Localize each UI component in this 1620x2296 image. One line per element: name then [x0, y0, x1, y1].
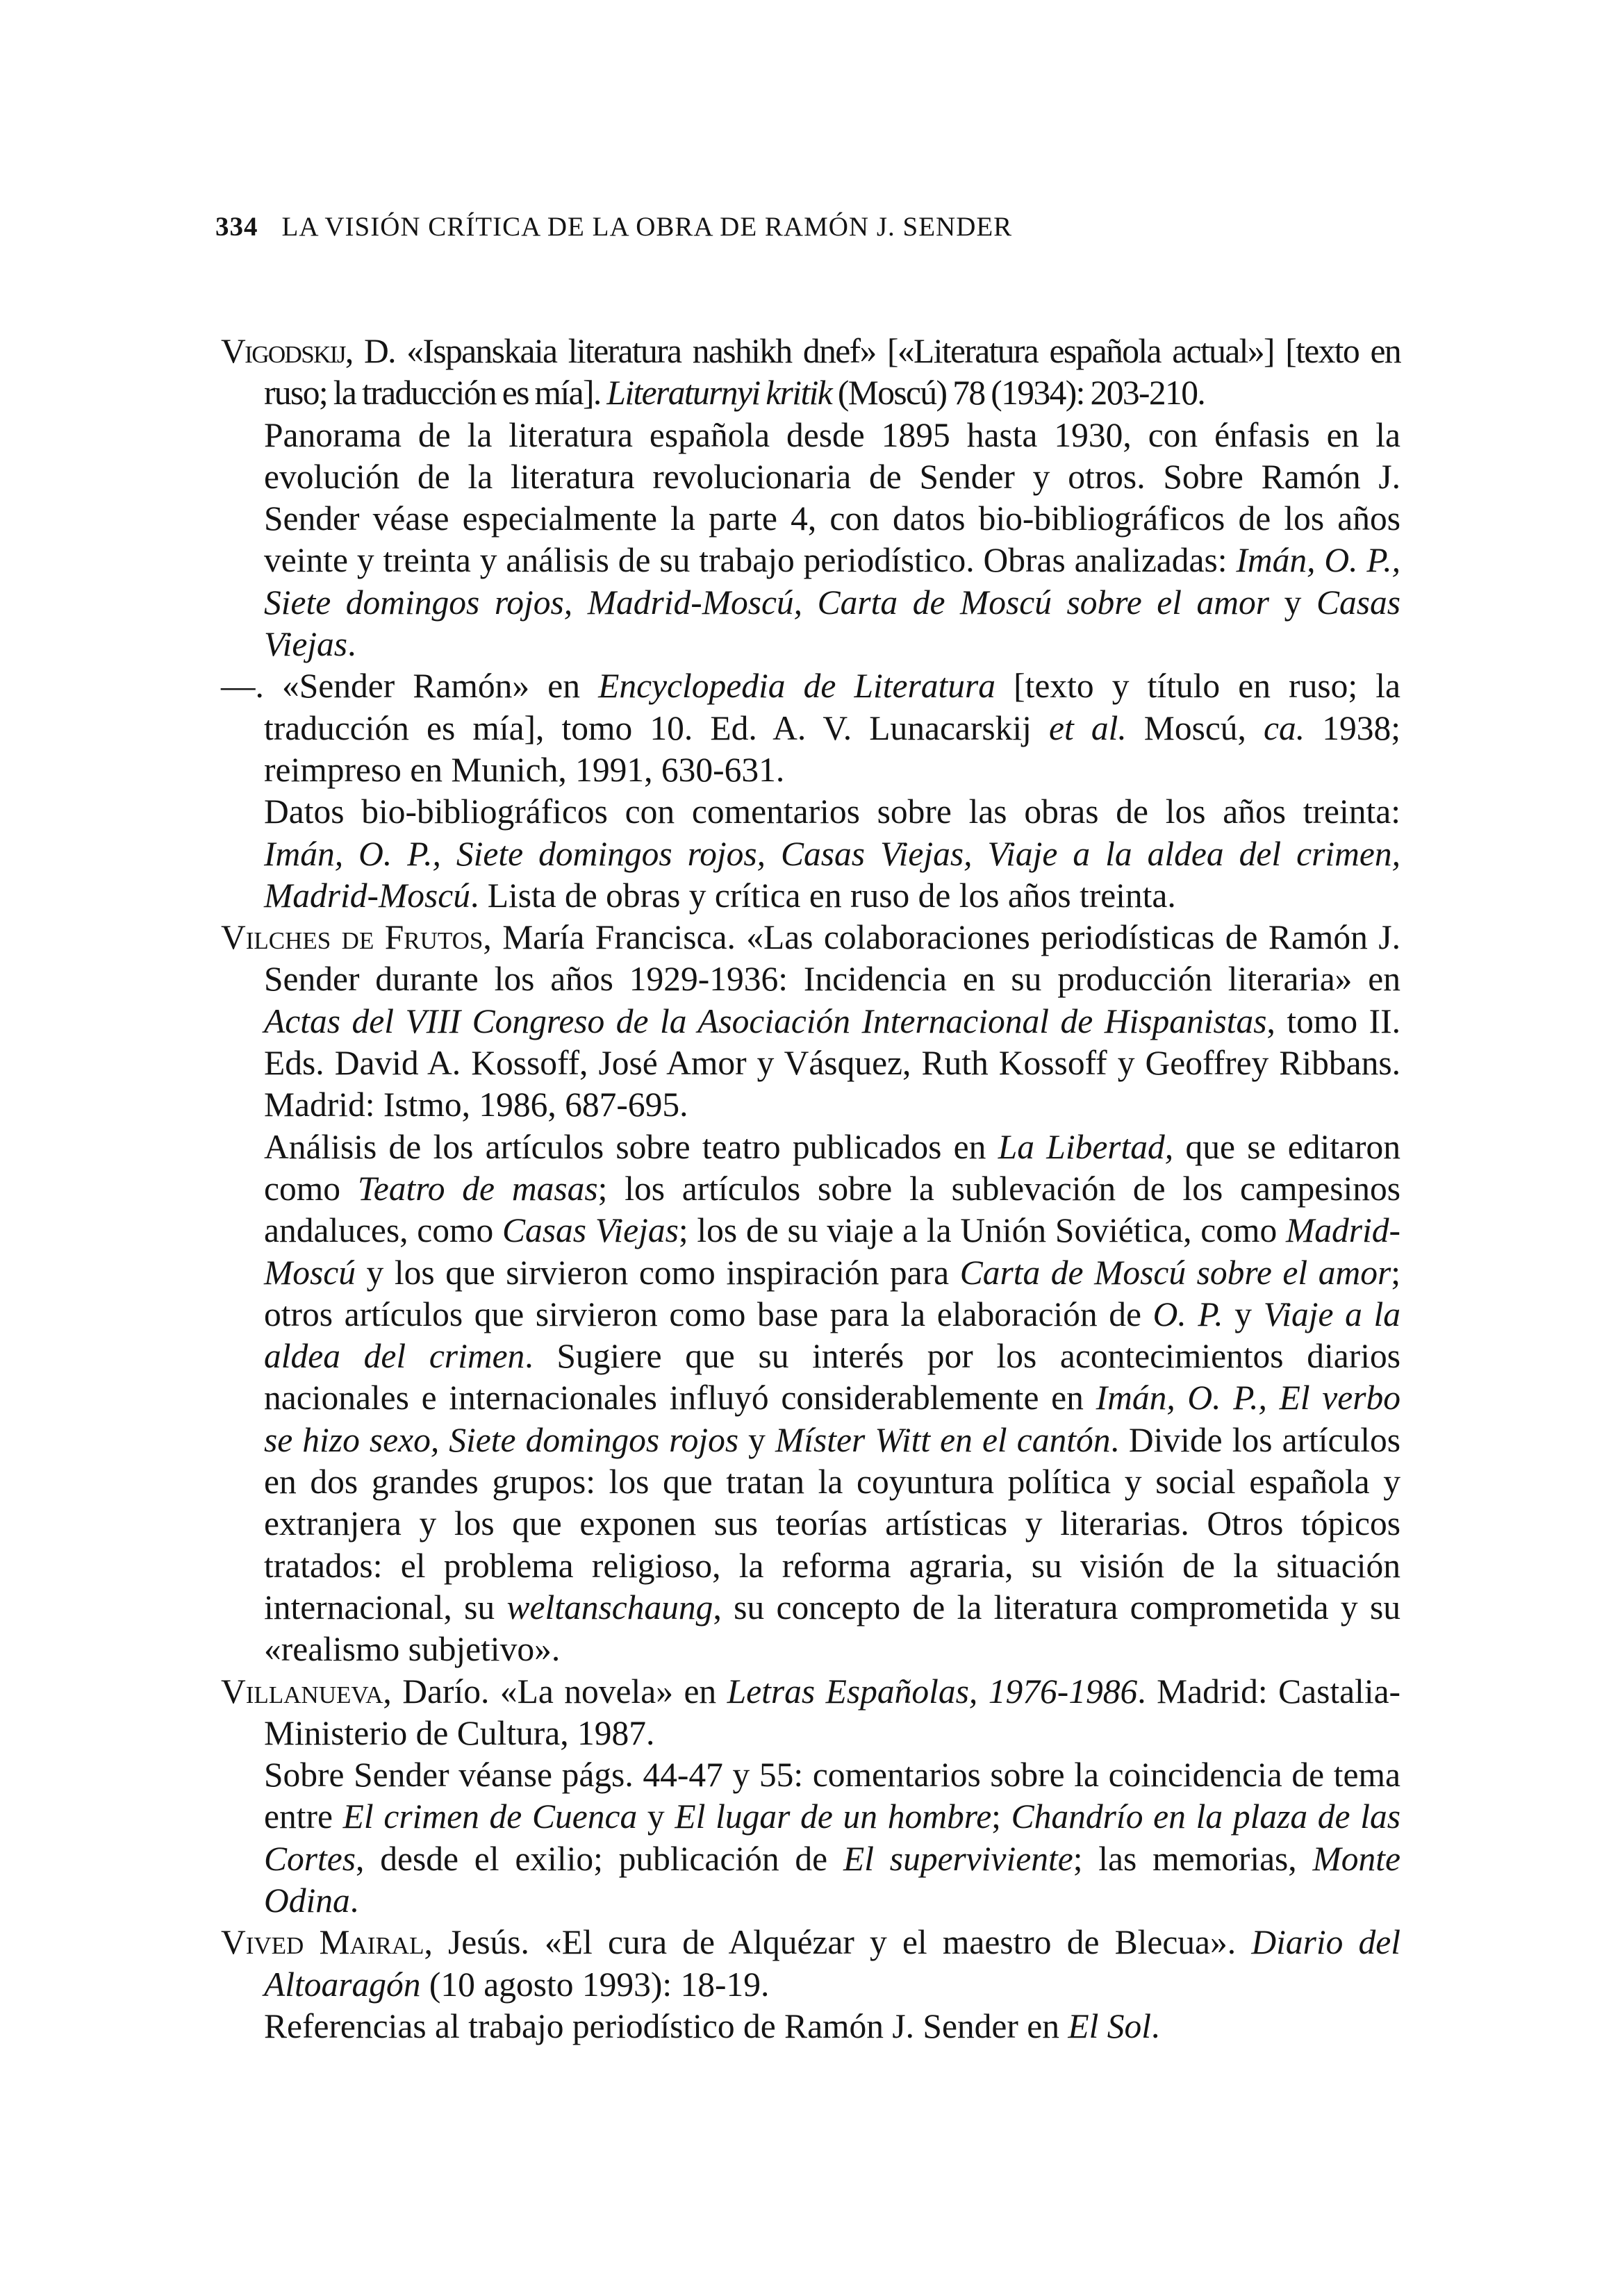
- entry-annotation: Referencias al trabajo periodístico de Ramón J. Sender en El Sol.: [264, 2006, 1160, 2045]
- same-author-dash: —: [221, 667, 256, 706]
- journal-title: Literaturnyi kritik: [606, 374, 832, 413]
- bibliography-entry: [221, 917, 1400, 1670]
- work-title: Casas Viejas: [264, 583, 1401, 664]
- running-title: LA VISIÓN CRÍTICA DE LA OBRA DE RAMÓN J. SENDER: [281, 212, 1013, 242]
- author-name: Vived Mairal: [221, 1923, 424, 1962]
- work-title: Actas del VIII Congreso de la Asociación Internacional de Hispanistas: [264, 1001, 1267, 1040]
- work-title: Letras Españolas, 1976-1986: [727, 1672, 1138, 1711]
- entry-annotation: Sobre Sender véanse págs. 44-47 y 55: comentarios sobre la coincidencia de tema entre El crimen de Cuenca y El lugar de un hombre; Chandrío en la plaza de las Cortes, desde el exilio; publicación de El superviviente; las memorias, Monte Odina.: [264, 1756, 1401, 1920]
- bibliography-entry: [221, 1671, 1400, 1922]
- author-name: Vilches de Frutos: [221, 918, 483, 957]
- bibliography-entry: [221, 665, 1400, 917]
- work-title: Encyclopedia de Literatura: [598, 667, 995, 706]
- bibliography-entry: [221, 331, 1400, 665]
- page-number: 334: [215, 212, 258, 242]
- author-name: Villanueva: [221, 1672, 383, 1711]
- entry-citation: Vived Mairal, Jesús. «El cura de Alquézar y el maestro de Blecua». Diario del Altoaragón (10 agosto 1993): 18-19.: [221, 1923, 1400, 2004]
- entry-annotation: Análisis de los artículos sobre teatro publicados en La Libertad, que se editaron como Teatro de masas; los artículos sobre la sublevación de los campesinos andaluces, como Casas Viejas; los de su viaje a la Unión Soviética, como Madrid-Moscú y los que sirvieron como inspiración para Carta de Moscú sobre el amor; otros artículos que sirvieron como base para la elaboración de O. P. y Viaje a la aldea del crimen. Sugiere que su interés por los acontecimientos diarios nacionales e internacionales influyó considerablemente en Imán, O. P., El verbo se hizo sexo, Siete domingos rojos y Míster Witt en el cantón. Divide los artículos en dos grandes grupos: los que tratan la coyuntura política y social española y extranjera y los que exponen sus teorías artísticas y literarias. Otros tópicos tratados: el problema religioso, la reforma agraria, su visión de la situación internacional, su weltanschaung, su concepto de la literatura comprometida y su «realismo subjetivo».: [264, 1127, 1401, 1669]
- bibliography-entry: [221, 1922, 1400, 2047]
- entry-citation: Villanueva, Darío. «La novela» en Letras Españolas, 1976-1986. Madrid: Castalia-Ministerio de Cultura, 1987.: [221, 1672, 1401, 1752]
- entry-citation: Vilches de Frutos, María Francisca. «Las colaboraciones periodísticas de Ramón J. Sender durante los años 1929-1936: Incidencia en su producción literaria» en Actas del VIII Congreso de la Asociación Internacional de Hispanistas, tomo II. Eds. David A. Kossoff, José Amor y Vásquez, Ruth Kossoff y Geoffrey Ribbans. Madrid: Istmo, 1986, 687-695.: [221, 918, 1400, 1124]
- entry-annotation: Panorama de la literatura española desde 1895 hasta 1930, con énfasis en la evolución de la literatura revolucionaria de Sender y otros. Sobre Ramón J. Sender véase especialmente la parte 4, con datos bio-bibliográficos de los años veinte y treinta y análisis de su trabajo periodístico. Obras analizadas: Imán, O. P., Siete domingos rojos, Madrid-Moscú, Carta de Moscú sobre el amor y Casas Viejas.: [264, 415, 1401, 664]
- work-title: Imán, O. P., Siete domingos rojos, Madrid-Moscú, Carta de Moscú sobre el amor: [264, 541, 1400, 622]
- entry-citation: Vigodskij, D. «Ispanskaia literatura nashikh dnef» [«Literatura española actual»] [texto en ruso; la traducción es mía]. Literaturnyi kritik (Moscú) 78 (1934): 203-210.: [221, 332, 1400, 413]
- entry-annotation: Datos bio-bibliográficos con comentarios sobre las obras de los años treinta: Imán, O. P., Siete domingos rojos, Casas Viejas, Viaje a la aldea del crimen, Madrid-Moscú. Lista de obras y crítica en ruso de los años treinta.: [264, 792, 1400, 915]
- bibliography-entries: [221, 331, 1400, 2047]
- work-title: Diario del Altoaragón: [264, 1923, 1400, 2004]
- running-head: [215, 211, 1012, 242]
- entry-citation: —. «Sender Ramón» en Encyclopedia de Literatura [texto y título en ruso; la traducción es mía], tomo 10. Ed. A. V. Lunacarskij et al. Moscú, ca. 1938; reimpreso en Munich, 1991, 630-631.: [221, 667, 1400, 789]
- work-title: Imán, O. P., Siete domingos rojos, Casas Viejas, Viaje a la aldea del crimen, Madrid-Moscú: [264, 834, 1400, 915]
- author-name: Vigodskij: [221, 332, 345, 370]
